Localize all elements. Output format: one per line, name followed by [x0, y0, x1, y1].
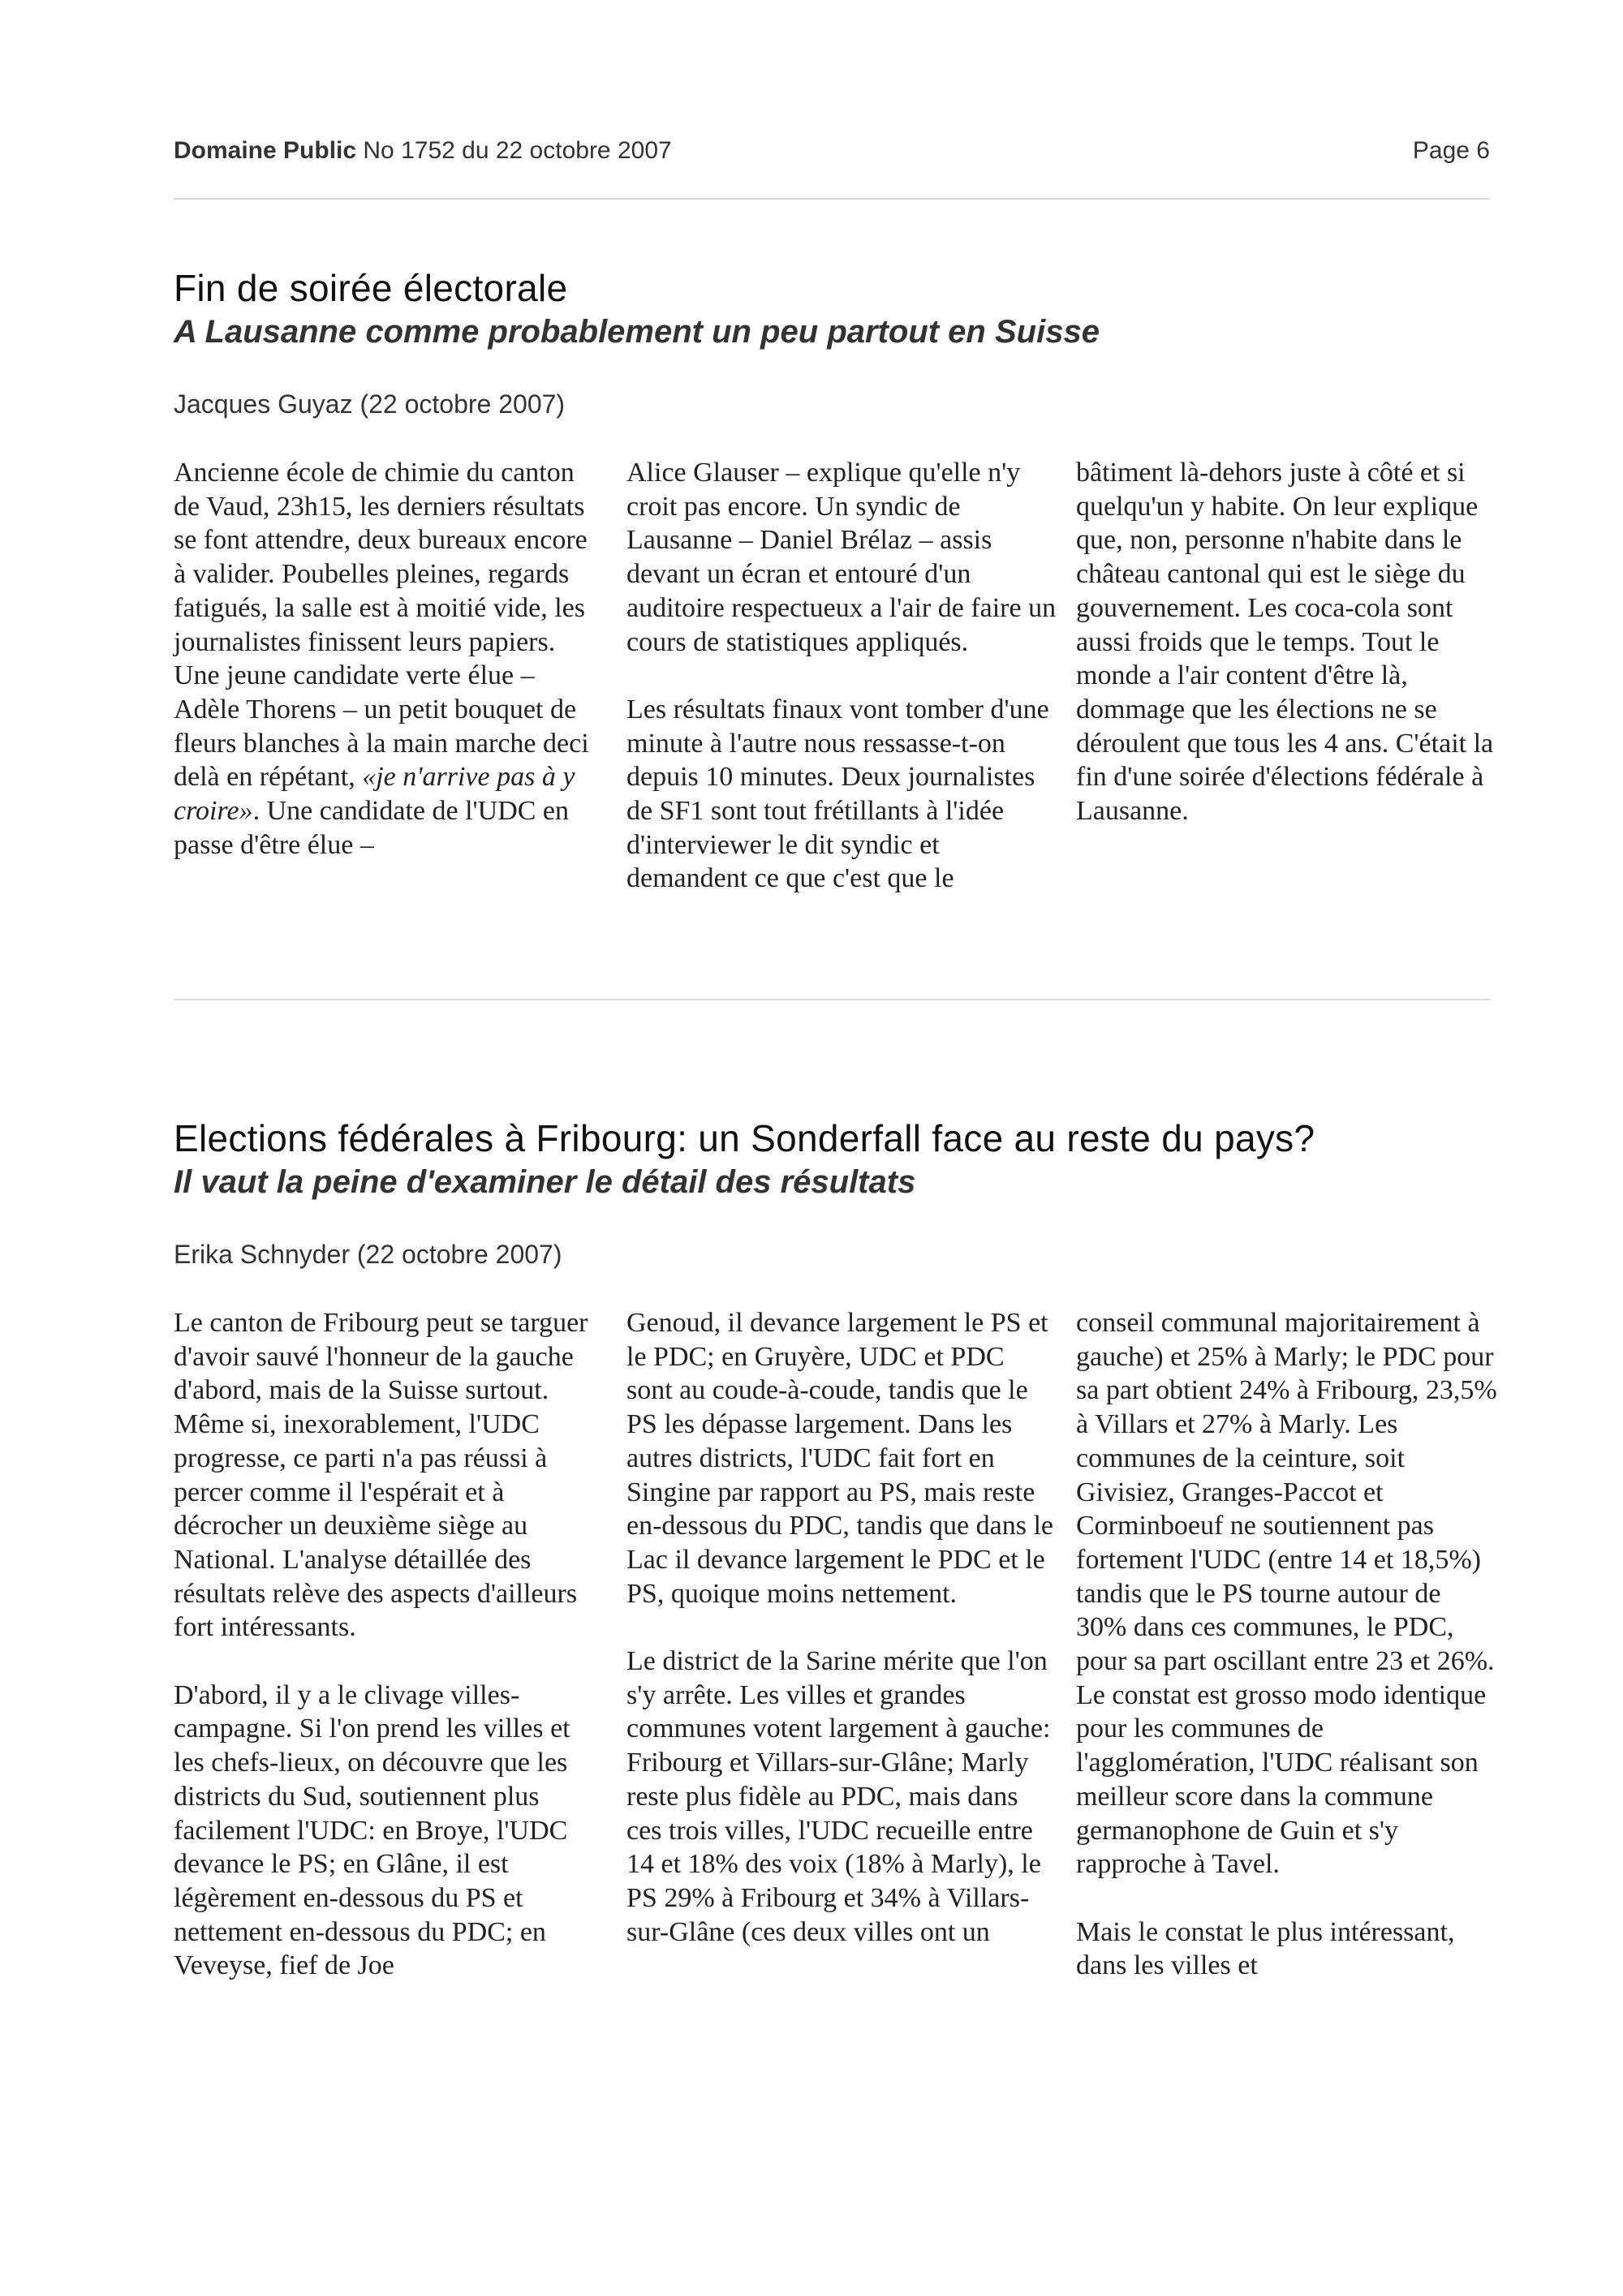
quote: «je n'arrive pas à y croire»	[174, 762, 575, 827]
article-divider	[174, 999, 1490, 1000]
article-1	[174, 264, 1494, 959]
paragraph: bâtiment là-dehors juste à côté et si quelqu'un y habite. On leur explique que, non, personne n'habite dans le château cantonal qui est le siège du gouvernement. Les coca-cola sont aussi froids que le temps. Tout le monde a l'air content d'être là, dommage que les élections ne se déroulent que tous les 4 ans. C'était la fin d'une soirée d'élections fédérale à Lausanne.	[1076, 458, 1494, 827]
running-header	[174, 135, 1490, 167]
paragraph: Alice Glauser – explique qu'elle n'y croit pas encore. Un syndic de Lausanne – Daniel Brélaz – assis devant un écran et entouré d'un auditoire respectueux a l'air de faire un cours de statistiques appliqués.	[626, 458, 1057, 657]
article-byline: Jacques Guyaz (22 octobre 2007)	[174, 389, 566, 419]
article-byline: Erika Schnyder (22 octobre 2007)	[174, 1240, 562, 1269]
article-2	[174, 1115, 1497, 2101]
paragraph: conseil communal majoritairement à gauche) et 25% à Marly; le PDC pour sa part obtient 24% à Fribourg, 23,5% à Villars et 27% à Marly. Les communes de la ceinture, soit Givisiez, Granges-Paccot et Corminboeuf ne soutiennent pas fortement l'UDC (entre 14 et 18,5%) tandis que le PS tourne autour de 30% dans ces communes, le PDC, pour sa part oscillant entre 23 et 26%. Le constat est grosso modo identique pour les communes de l'agglomération, l'UDC réalisant son meilleur score dans la commune germanophone de Guin et s'y rapproche à Tavel.	[1076, 1308, 1497, 1880]
issue-info: No 1752 du 22 octobre 2007	[363, 137, 672, 164]
paragraph: Ancienne école de chimie du canton de Vaud, 23h15, les derniers résultats se font attendre, deux bureaux encore à valider. Poubelles pleines, regards fatigués, la salle est à moitié vide, les journalistes finissent leurs papiers. Une jeune candidate verte élue – Adèle Thorens – un petit bouquet de fleurs blanches à la main marche deci delà en répétant, «je n'arrive pas à y croire». Une candidate de l'UDC en passe d'être élue –	[174, 458, 589, 860]
page-number: Page 6	[1412, 137, 1490, 164]
paragraph: Le district de la Sarine mérite que l'on s'y arrête. Les villes et grandes communes votent largement à gauche: Fribourg et Villars-sur-Glâne; Marly reste plus fidèle au PDC, mais dans ces trois villes, l'UDC recueille entre 14 et 18% des voix (18% à Marly), le PS 29% à Fribourg et 34% à Villars-sur-Glâne (ces deux villes ont un	[626, 1646, 1051, 1947]
article-columns	[174, 1306, 1497, 2101]
article-column-3	[1076, 456, 1498, 828]
paragraph: D'abord, il y a le clivage villes-campagne. Si l'on prend les villes et les chefs-lieux, on découvre que les districts du Sud, soutiennent plus facilement l'UDC: en Broye, l'UDC devance le PS; en Glâne, il est légèrement en-dessous du PS et nettement en-dessous du PDC; en Veveyse, fief de Joe	[174, 1679, 570, 1981]
paragraph: Le canton de Fribourg peut se targuer d'avoir sauvé l'honneur de la gauche d'abord, mais de la Suisse surtout. Même si, inexorablement, l'UDC progresse, ce parti n'a pas réussi à percer comme il l'espérait et à décrocher un deuxième siège au National. L'analyse détaillée des résultats relève des aspects d'ailleurs fort intéressants.	[174, 1308, 588, 1643]
article-column-3	[1076, 1306, 1498, 1983]
header-divider	[174, 198, 1490, 200]
article-column-2	[626, 456, 1057, 896]
article-column-1	[174, 456, 604, 862]
article-title: Elections fédérales à Fribourg: un Sonderfall face au reste du pays?	[174, 1117, 1315, 1159]
paragraph: Les résultats finaux vont tomber d'une minute à l'autre nous ressasse-t-on depuis 10 minutes. Deux journalistes de SF1 sont tout frétillants à l'idée d'interviewer le dit syndic et demandent ce que c'est que le	[626, 694, 1049, 894]
article-subtitle: A Lausanne comme probablement un peu partout en Suisse	[174, 314, 1100, 350]
article-subtitle: Il vaut la peine d'examiner le détail des résultats	[174, 1164, 916, 1200]
document-page	[174, 0, 1497, 2296]
article-column-1	[174, 1306, 604, 1983]
article-title: Fin de soirée électorale	[174, 267, 568, 309]
paragraph: Genoud, il devance largement le PS et le PDC; en Gruyère, UDC et PDC sont au coude-à-coude, tandis que le PS les dépasse largement. Dans les autres districts, l'UDC fait fort en Singine par rapport au PS, mais reste en-dessous du PDC, tandis que dans le Lac il devance largement le PDC et le PS, quoique moins nettement.	[626, 1308, 1054, 1609]
publication-name: Domaine Public	[174, 137, 357, 164]
article-column-2	[626, 1306, 1057, 1949]
article-columns	[174, 456, 1494, 959]
paragraph: Mais le constat le plus intéressant, dans les villes et	[1076, 1916, 1455, 1981]
